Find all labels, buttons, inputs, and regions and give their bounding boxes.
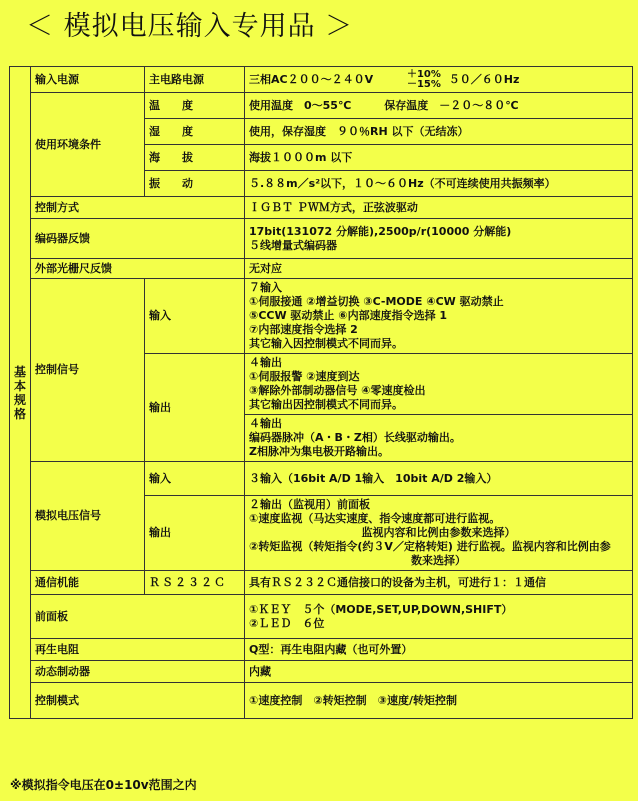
cs-output-line: ４输出 xyxy=(249,356,282,369)
row-encoder xyxy=(10,219,633,259)
value-control-mode: ①速度控制 ②转矩控制 ③速度/转矩控制 xyxy=(245,683,633,719)
analog-output-line: ２输出（监视用）前面板 xyxy=(249,498,370,511)
sub-humid: 湿 度 xyxy=(145,119,245,145)
value-voltage: 三相AC２００～２４０V xyxy=(249,72,374,86)
row-dyn-brake xyxy=(10,661,633,683)
row-power xyxy=(10,67,633,93)
value-cs-output-a xyxy=(245,354,633,415)
value-grating: 无对应 xyxy=(245,259,633,279)
page-title: ＜ 模拟电压输入专用品 ＞ xyxy=(26,11,354,42)
analog-output-line: 数来选择） xyxy=(411,554,466,567)
value-regen: Q型：再生电阻内藏（也可外置） xyxy=(245,639,633,661)
label-env: 使用环境条件 xyxy=(31,93,145,197)
sub-cs-output: 输出 xyxy=(145,354,245,462)
label-power: 输入电源 xyxy=(31,67,145,93)
cs-output-line: ③解除外部制动器信号 ④零速度检出 xyxy=(249,384,426,397)
sub-cs-input: 输入 xyxy=(145,279,245,354)
category-char: 格 xyxy=(14,406,27,421)
value-temp: 使用温度 0～55℃ 保存温度 －２０～８０℃ xyxy=(245,93,633,119)
label-analog-signal: 模拟电压信号 xyxy=(31,462,145,571)
cs-output-line: ①伺服报警 ②速度到达 xyxy=(249,370,360,383)
value-power xyxy=(245,67,633,93)
value-dyn-brake: 内藏 xyxy=(245,661,633,683)
value-cs-output-b xyxy=(245,415,633,462)
label-front-panel: 前面板 xyxy=(31,595,245,639)
row-env-temp xyxy=(10,93,633,119)
cs-input-line: ①伺服接通 ②增益切换 ③C-MODE ④CW 驱动禁止 xyxy=(249,295,504,308)
sub-analog-output: 输出 xyxy=(145,496,245,571)
label-control-signal: 控制信号 xyxy=(31,279,145,462)
value-comm: 具有ＲＳ２３２Ｃ通信接口的设备为主机，可进行１：１通信 xyxy=(245,571,633,595)
analog-output-line: ①速度监视（马达实速度、指令速度都可进行监视。 xyxy=(249,512,501,525)
sub-vib: 振 动 xyxy=(145,171,245,197)
analog-output-line: ②转矩监视（转矩指令(约３V／定格转矩) 进行监视。监视内容和比例由参 xyxy=(249,540,611,553)
tolerance-plus: ＋10% xyxy=(406,68,441,80)
cs-output-line: ４输出 xyxy=(249,417,282,430)
category-char: 规 xyxy=(14,392,27,407)
value-humid: 使用，保存湿度 ９０％RH 以下（无结冻） xyxy=(245,119,633,145)
row-regen xyxy=(10,639,633,661)
label-regen: 再生电阻 xyxy=(31,639,245,661)
row-front-panel xyxy=(10,595,633,639)
row-control-mode xyxy=(10,683,633,719)
footnote: ※模拟指令电压在0±10v范围之内 xyxy=(10,778,197,792)
row-analog-input xyxy=(10,462,633,496)
label-dyn-brake: 动态制动器 xyxy=(31,661,245,683)
cs-input-line: ７输入 xyxy=(249,281,282,294)
cs-input-line: 其它输入因控制模式不同而异。 xyxy=(249,337,403,350)
value-alt: 海拔１０００m 以下 xyxy=(245,145,633,171)
cs-output-line: Z相脉冲为集电极开路输出。 xyxy=(249,445,389,458)
sub-temp: 温 度 xyxy=(145,93,245,119)
category-basic-spec xyxy=(10,67,31,719)
label-grating: 外部光栅尺反馈 xyxy=(31,259,245,279)
value-cs-input xyxy=(245,279,633,354)
cs-output-line: 其它输出因控制模式不同而异。 xyxy=(249,398,403,411)
label-encoder: 编码器反馈 xyxy=(31,219,245,259)
row-grating xyxy=(10,259,633,279)
value-control-method: ＩＧＢＴ ＰＷＭ方式，正弦波驱动 xyxy=(245,197,633,219)
encoder-line: ５线增量式编码器 xyxy=(249,238,337,252)
category-char: 基 xyxy=(14,364,27,379)
row-control-signal-input xyxy=(10,279,633,354)
sub-main-circuit: 主电路电源 xyxy=(145,67,245,93)
row-control-method xyxy=(10,197,633,219)
row-comm xyxy=(10,571,633,595)
cs-output-line: 编码器脉冲（A・B・Z相）长线驱动输出。 xyxy=(249,431,461,444)
front-panel-line: ②ＬＥＤ ６位 xyxy=(249,616,325,630)
label-control-mode: 控制模式 xyxy=(31,683,245,719)
value-front-panel xyxy=(245,595,633,639)
cs-input-line: ⑦内部速度指令选择 2 xyxy=(249,323,358,336)
label-control-method: 控制方式 xyxy=(31,197,245,219)
sub-analog-input: 输入 xyxy=(145,462,245,496)
category-char: 本 xyxy=(14,378,27,393)
value-vib: ５.８８m／s²以下，１０～６０Hz（不可连续使用共振频率） xyxy=(245,171,633,197)
encoder-line: 17bit(131072 分解能),2500p/r(10000 分解能) xyxy=(249,224,512,238)
sub-comm: ＲＳ２３２Ｃ xyxy=(145,571,245,595)
label-comm: 通信机能 xyxy=(31,571,145,595)
analog-output-line: 监视内容和比例由参数来选择） xyxy=(361,526,516,539)
value-analog-output xyxy=(245,496,633,571)
value-encoder xyxy=(245,219,633,259)
value-analog-input: ３输入（16bit A/D 1输入 10bit A/D 2输入） xyxy=(245,462,633,496)
spec-table xyxy=(9,66,633,719)
value-frequency: ５０／６０Hz xyxy=(448,72,520,86)
tolerance-minus: －15% xyxy=(406,78,441,90)
sub-alt: 海 拔 xyxy=(145,145,245,171)
front-panel-line: ①ＫＥＹ ５个（MODE,SET,UP,DOWN,SHIFT） xyxy=(249,602,513,616)
cs-input-line: ⑤CCW 驱动禁止 ⑥内部速度指令选择 1 xyxy=(249,309,448,322)
tolerance xyxy=(407,70,441,90)
